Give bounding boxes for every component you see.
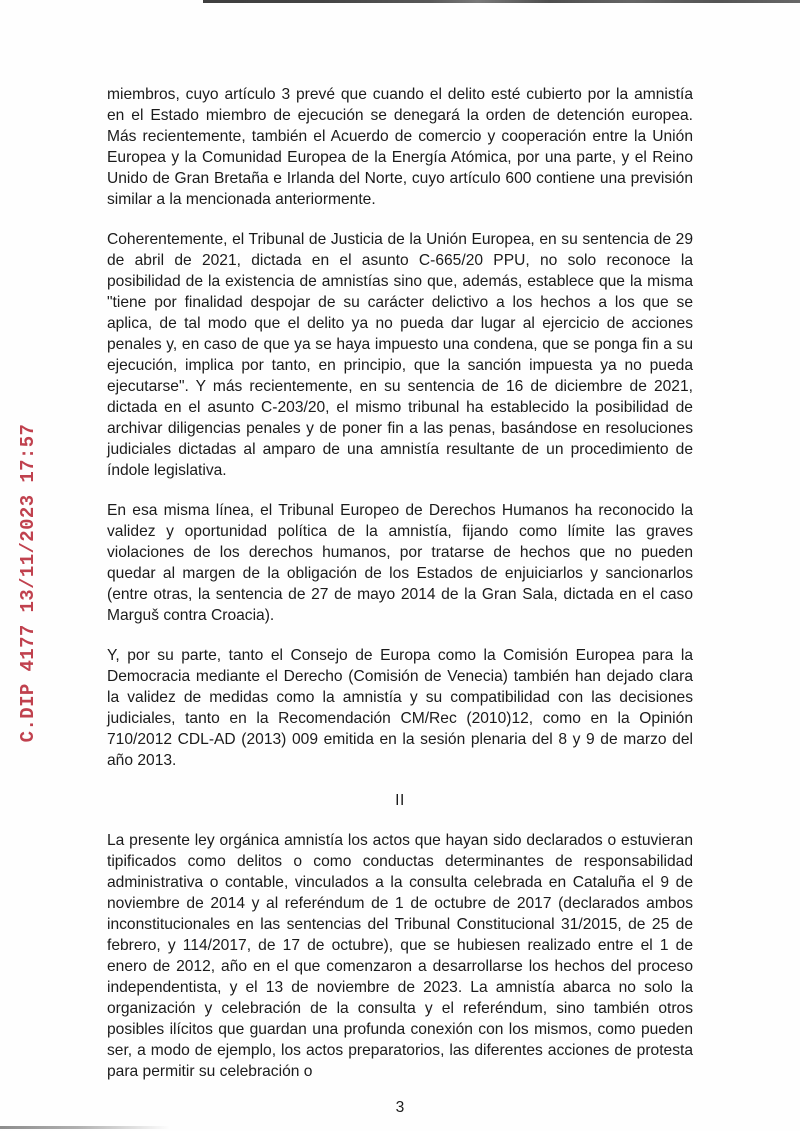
registry-timestamp-stamp: C.DIP 4177 13/11/2023 17:57 — [17, 423, 39, 743]
paragraph-amnesty-eu-agreements: miembros, cuyo artículo 3 prevé que cuando el delito esté cubierto por la amnistía en el Estado miembro de ejecución se denegará la orden de detención europea. Más recientemente, también el Acuerdo de comercio y cooperación entre la Unión Europea y la Comunidad Europea de la Energía Atómica, por una parte, y el Reino Unido de Gran Bretaña e Irlanda del Norte, cuyo artículo 600 contiene una previsión similar a la mencionada anteriormente. — [107, 86, 693, 208]
paragraph-echr-case-law: En esa misma línea, el Tribunal Europeo de Derechos Humanos ha reconocido la validez y oportunidad política de la amnistía, fijando como límite las graves violaciones de los derechos humanos, por tratarse de hechos que no pueden quedar al margen de la obligación de los Estados de enjuiciarlos y sancionarlos (entre otras, la sentencia de 27 de mayo 2014 de la Gran Sala, dictada en el caso Marguš contra Croacia). — [107, 502, 693, 624]
paragraph-law-scope: La presente ley orgánica amnistía los actos que hayan sido declarados o estuvieran tipificados como delitos o como conductas determinantes de responsabilidad administrativa o contable, vinculados a la consulta celebrada en Cataluña el 9 de noviembre de 2014 y al referéndum de 1 de octubre de 2017 (declarados ambos inconstitucionales en las sentencias del Tribunal Constitucional 31/2015, de 25 de febrero, y 114/2017, de 17 de octubre), que se hubiesen realizado entre el 1 de enero de 2012, año en el que comenzaron a desarrollarse los hechos del proceso independentista, y el 13 de noviembre de 2023. La amnistía abarca no solo la organización y celebración de la consulta y el referéndum, sino también otros posibles ilícitos que guardan una profunda conexión con los mismos, como pueden ser, a modo de ejemplo, los actos preparatorios, las diferentes acciones de protesta para permitir su celebración o — [107, 832, 693, 1080]
paragraph-council-of-europe-venice-commission: Y, por su parte, tanto el Consejo de Europa como la Comisión Europea para la Democracia mediante el Derecho (Comisión de Venecia) también han dejado clara la validez de medidas como la amnistía y su compatibilidad con las decisiones judiciales, tanto en la Recomendación CM/Rec (2010)12, como en la Opinión 710/2012 CDL-AD (2013) 009 emitida en la sesión plenaria del 8 y 9 de marzo del año 2013. — [107, 647, 693, 769]
scan-artifact-bottom-left — [0, 1126, 170, 1129]
page-number: 3 — [395, 1099, 405, 1116]
section-heading-ii: II — [395, 792, 405, 809]
paragraph-cjeu-case-law: Coherentemente, el Tribunal de Justicia de la Unión Europea, en su sentencia de 29 de abril de 2021, dictada en el asunto C-665/20 PPU, no solo reconoce la posibilidad de la existencia de amnistías sino que, además, establece que la misma "tiene por finalidad despojar de su carácter delictivo a los hechos a los que se aplica, de tal modo que el delito ya no pueda dar lugar al ejercicio de acciones penales y, en caso de que ya se haya impuesto una condena, que se ponga fin a su ejecución, implica por tanto, en principio, que la sanción impuesta ya no pueda ejecutarse". Y más recientemente, en su sentencia de 16 de diciembre de 2021, dictada en el asunto C-203/20, el mismo tribunal ha establecido la posibilidad de archivar diligencias penales y de poner fin a las penas, basándose en resoluciones judiciales dictadas al amparo de una amnistía resultante de un procedimiento de índole legislativa. — [107, 231, 693, 479]
